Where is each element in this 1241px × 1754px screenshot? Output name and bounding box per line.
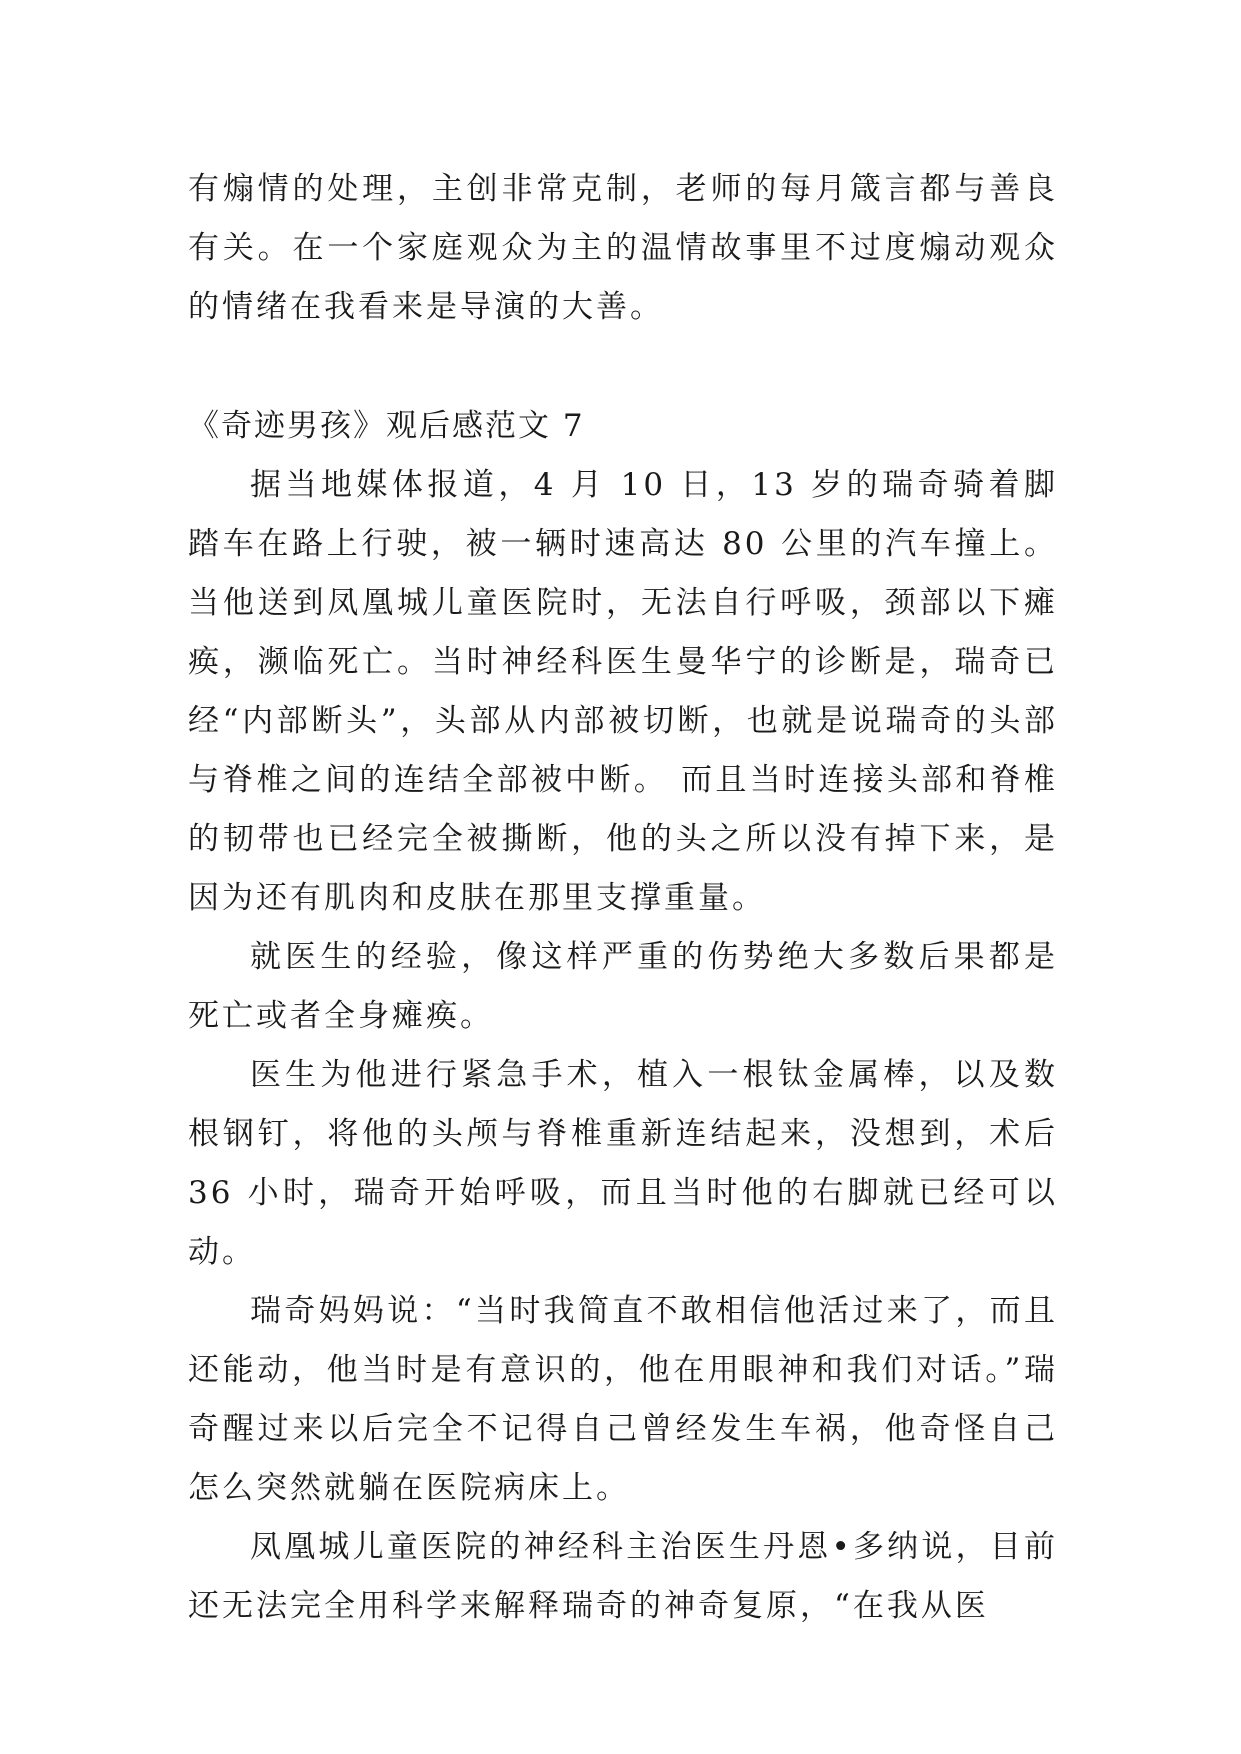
document-page: [188, 160, 1058, 1636]
body-paragraph: 就医生的经验，像这样严重的伤势绝大多数后果都是死亡或者全身瘫痪。: [188, 939, 1058, 1034]
body-paragraph: 医生为他进行紧急手术，植入一根钛金属棒，以及数根钢钉，将他的头颅与脊椎重新连结起来，没想到，术后 36 小时，瑞奇开始呼吸，而且当时他的右脚就已经可以动。: [188, 1057, 1058, 1270]
body-paragraph: 据当地媒体报道，4 月 10 日，13 岁的瑞奇骑着脚踏车在路上行驶，被一辆时速高达 80 公里的汽车撞上。当他送到凤凰城儿童医院时，无法自行呼吸，颈部以下瘫痪，濒临死亡。当时神经科医生曼华宁的诊断是，瑞奇已经“内部断头”，头部从内部被切断，也就是说瑞奇的头部与脊椎之间的连结全部被中断。 而且当时连接头部和脊椎的韧带也已经完全被撕断，他的头之所以没有掉下来，是因为还有肌肉和皮肤在那里支撑重量。: [188, 467, 1058, 916]
section-title: 《奇迹男孩》观后感范文 7: [188, 408, 585, 444]
continuation-paragraph: 有煽情的处理，主创非常克制，老师的每月箴言都与善良有关。在一个家庭观众为主的温情故事里不过度煽动观众的情绪在我看来是导演的大善。: [188, 171, 1058, 325]
body-paragraph: 瑞奇妈妈说：“当时我简直不敢相信他活过来了，而且还能动，他当时是有意识的，他在用眼神和我们对话。”瑞奇醒过来以后完全不记得自己曾经发生车祸，他奇怪自己怎么突然就躺在医院病床上。: [188, 1293, 1058, 1506]
body-paragraph: 凤凰城儿童医院的神经科主治医生丹恩•多纳说，目前还无法完全用科学来解释瑞奇的神奇复原，“在我从医: [188, 1529, 1058, 1624]
